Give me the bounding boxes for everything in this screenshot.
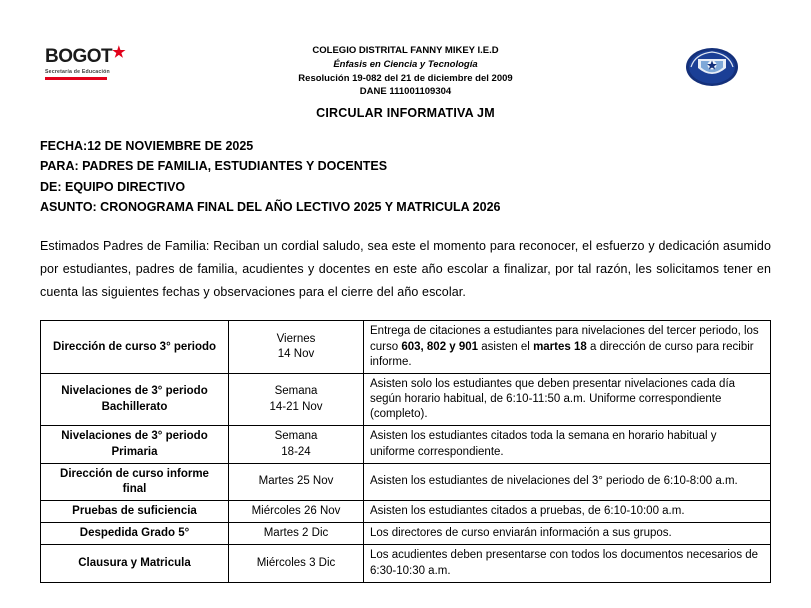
document-header <box>40 22 771 98</box>
row-date-line1: Semana <box>274 430 318 443</box>
row-detail: Los directores de curso enviarán información a sus grupos. <box>364 523 771 545</box>
bogota-logo-wordmark <box>45 46 125 68</box>
bogota-logo-text: BOGOT <box>45 46 113 67</box>
detail-courses: 603, 802 y 901 <box>401 340 479 353</box>
row-detail: Asisten los estudiantes citados a pruebas, de 6:10-10:00 a.m. <box>364 501 771 523</box>
row-activity: Dirección de curso informe final <box>41 463 229 500</box>
institution-resolution: Resolución 19-082 del 21 de diciembre del 2009 <box>298 72 513 84</box>
logo-red-bar <box>45 77 107 80</box>
row-date <box>229 426 364 463</box>
detail-pre: Entrega de citaciones a estudiantes para nivelaciones del tercer periodo, los curso <box>370 325 759 353</box>
meta-para: PARA: PADRES DE FAMILIA, ESTUDIANTES Y DOCENTES <box>40 159 388 174</box>
row-date: Miércoles 3 Dic <box>229 545 364 582</box>
row-date <box>229 373 364 426</box>
table-row <box>41 523 771 545</box>
intro-paragraph: Estimados Padres de Familia: Reciban un cordial saludo, sea este el momento para reconocer, el esfuerzo y dedicación asumido por estudiantes, padres de familia, acudientes y docentes en este año escolar a finalizar, por tal razón, les solicitamos tener en cuenta las siguientes fechas y observaciones para el cierre del año escolar. <box>40 239 771 300</box>
table-row <box>41 426 771 463</box>
row-activity: Clausura y Matricula <box>41 545 229 582</box>
row-date-line2: 18-24 <box>281 445 311 458</box>
row-detail: Asisten solo los estudiantes que deben presentar nivelaciones cada día según horario habitual, de 6:10-11:50 a.m. Uniforme correspondiente (completo). <box>364 373 771 426</box>
row-date: Miércoles 26 Nov <box>229 501 364 523</box>
meta-asunto: ASUNTO: CRONOGRAMA FINAL DEL AÑO LECTIVO 2025 Y MATRICULA 2026 <box>40 199 501 214</box>
row-date: Martes 2 Dic <box>229 523 364 545</box>
detail-post: a dirección de curso para recibir informe. <box>370 340 754 368</box>
document-meta <box>40 136 771 217</box>
detail-mid: asisten el <box>478 340 534 353</box>
institution-dane: DANE 111001109304 <box>359 86 452 98</box>
table-row <box>41 545 771 582</box>
row-activity: Dirección de curso 3° periodo <box>41 321 229 374</box>
meta-fecha: FECHA:12 DE NOVIEMBRE DE 2025 <box>40 139 254 153</box>
star-icon: ★ <box>112 44 126 61</box>
row-date-line2: 14-21 Nov <box>269 400 323 413</box>
page-title: CIRCULAR INFORMATIVA JM <box>316 106 495 120</box>
row-detail <box>364 321 771 374</box>
institution-name: COLEGIO DISTRITAL FANNY MIKEY I.E.D <box>312 45 499 56</box>
row-date-line1: Semana <box>274 385 318 398</box>
row-date-line1: Viernes <box>276 332 316 345</box>
row-date-line2: 14 Nov <box>277 348 315 361</box>
institution-emphasis: Énfasis en Ciencia y Tecnología <box>333 58 478 70</box>
row-activity: Pruebas de suficiencia <box>41 501 229 523</box>
row-detail: Los acudientes deben presentarse con todos los documentos necesarios de 6:30-10:30 a.m. <box>364 545 771 582</box>
bogota-logo-subtitle: Secretaría de Educación <box>45 69 110 75</box>
row-detail: Asisten los estudiantes de nivelaciones del 3° periodo de 6:10-8:00 a.m. <box>364 463 771 500</box>
row-activity: Nivelaciones de 3° periodo Bachillerato <box>41 373 229 426</box>
meta-de: DE: EQUIPO DIRECTIVO <box>40 179 186 194</box>
row-date: Martes 25 Nov <box>229 463 364 500</box>
detail-day: martes 18 <box>533 340 587 353</box>
row-activity: Nivelaciones de 3° periodo Primaria <box>41 426 229 463</box>
schedule-table <box>40 320 771 582</box>
row-activity: Despedida Grado 5° <box>41 523 229 545</box>
table-row <box>41 321 771 374</box>
table-row <box>41 463 771 500</box>
row-date <box>229 321 364 374</box>
row-detail: Asisten los estudiantes citados toda la semana en horario habitual y uniforme correspondiente. <box>364 426 771 463</box>
bogota-education-logo <box>45 46 155 80</box>
table-row <box>41 501 771 523</box>
shield-icon <box>685 46 739 88</box>
school-shield-logo <box>685 46 741 90</box>
table-row <box>41 373 771 426</box>
